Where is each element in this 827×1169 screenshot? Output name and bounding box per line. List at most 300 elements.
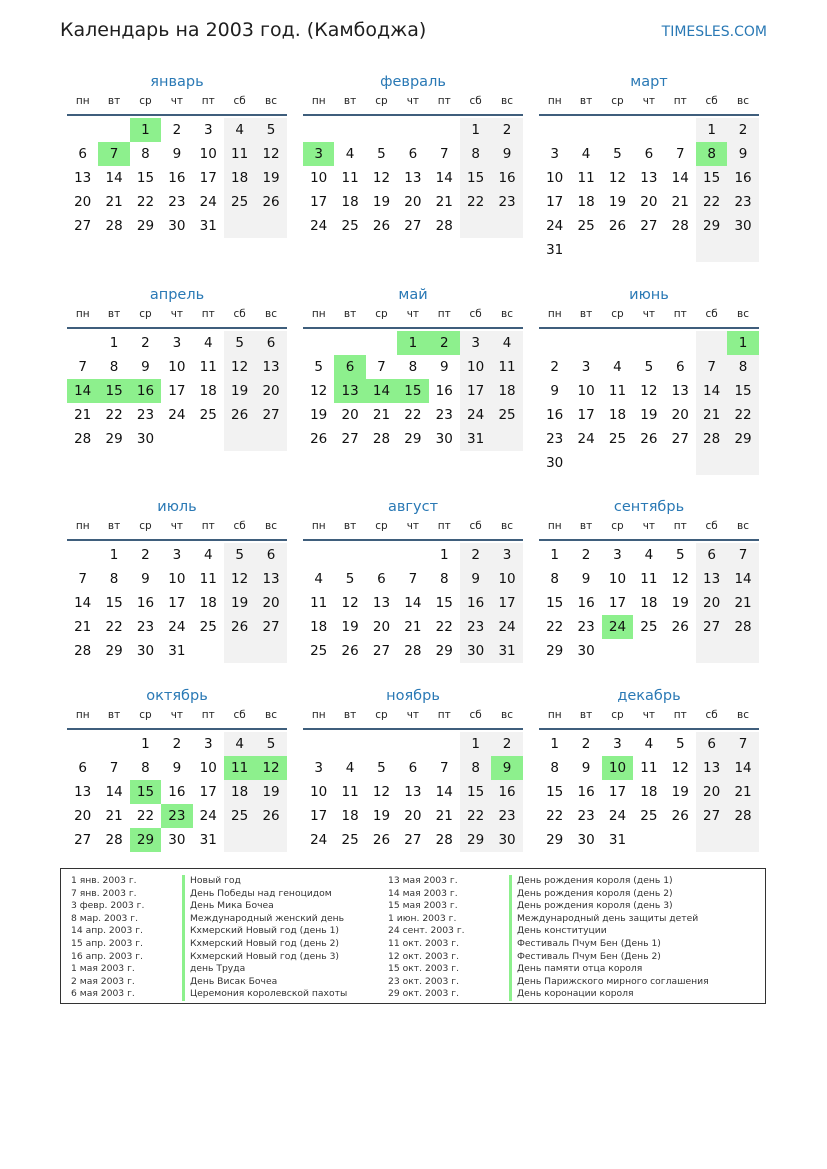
weekday-label: вт — [343, 709, 357, 721]
day-cell: 12 — [372, 170, 391, 186]
day-cell: 11 — [640, 571, 658, 587]
day-cell: 14 — [671, 170, 689, 186]
empty-cell — [570, 238, 601, 262]
day-cell: 5 — [255, 118, 286, 142]
empty-cell — [334, 732, 365, 756]
empty-cell — [98, 118, 129, 142]
empty-cell — [602, 331, 633, 355]
day-cell: 19 — [671, 595, 689, 611]
day-grid — [67, 543, 287, 663]
weekday-label: вс — [737, 709, 750, 721]
empty-cell — [602, 639, 633, 663]
holiday-name: День коронации короля — [509, 988, 634, 1001]
empty-cell — [255, 427, 286, 451]
day-cell: 30 — [460, 639, 491, 663]
weekday-label: вс — [737, 95, 750, 107]
month-name: апрель — [149, 287, 205, 303]
day-cell: 3 — [550, 146, 559, 162]
day-cell: 3 — [203, 122, 213, 138]
day-cell: 28 — [696, 427, 727, 451]
day-cell: 27 — [640, 218, 658, 234]
day-cell: 8 — [109, 571, 119, 587]
holiday-name: День памяти отца короля — [509, 963, 642, 976]
holiday-date: 15 апр. 2003 г. — [71, 938, 143, 949]
day-cell: 30 — [727, 214, 758, 238]
day-cell: 9 — [460, 567, 491, 591]
holiday-day-cell: 15 — [130, 780, 161, 804]
day-cell: 7 — [439, 760, 449, 776]
holiday-date: 15 окт. 2003 г. — [388, 963, 460, 975]
empty-cell — [303, 543, 334, 567]
day-cell: 24 — [491, 615, 522, 639]
day-cell: 20 — [696, 591, 727, 615]
day-cell: 23 — [577, 619, 595, 635]
day-cell: 12 — [224, 567, 255, 591]
day-cell: 8 — [141, 760, 150, 776]
day-cell: 16 — [727, 166, 758, 190]
day-cell: 13 — [696, 756, 727, 780]
weekday-label: чт — [642, 520, 656, 532]
day-cell: 11 — [640, 760, 658, 776]
month-10 — [67, 686, 287, 852]
holiday-name: День Парижского мирного соглашения — [509, 976, 709, 989]
month-12 — [539, 686, 759, 852]
weekday-label: чт — [170, 709, 184, 721]
day-cell: 27 — [74, 218, 92, 234]
weekday-label: ср — [139, 709, 152, 721]
day-cell: 10 — [310, 170, 328, 186]
empty-cell — [303, 118, 334, 142]
day-cell: 22 — [136, 808, 155, 824]
day-grid — [67, 331, 287, 451]
day-cell: 5 — [224, 543, 255, 567]
day-cell: 4 — [203, 547, 213, 563]
day-cell: 19 — [671, 784, 689, 800]
empty-cell — [665, 331, 696, 355]
day-cell: 26 — [224, 615, 255, 639]
day-cell: 21 — [105, 194, 123, 210]
weekday-label: чт — [170, 520, 184, 532]
holiday-date: 7 янв. 2003 г. — [71, 887, 137, 899]
weekday-header — [303, 517, 523, 541]
month-name: июнь — [629, 287, 669, 303]
holiday-date: 1 мая 2003 г. — [71, 963, 135, 975]
day-cell: 31 — [199, 832, 217, 848]
day-cell: 2 — [727, 118, 758, 142]
month-name: февраль — [380, 74, 446, 90]
day-cell: 18 — [310, 619, 328, 635]
weekday-label: пт — [673, 520, 687, 532]
day-cell: 29 — [105, 643, 123, 659]
day-cell: 29 — [546, 832, 564, 848]
day-cell: 25 — [640, 619, 658, 635]
day-cell: 2 — [491, 732, 522, 756]
day-cell: 26 — [310, 431, 328, 447]
day-cell: 14 — [727, 756, 758, 780]
day-cell: 20 — [671, 407, 689, 423]
weekday-label: сб — [705, 520, 718, 532]
day-cell: 9 — [550, 383, 559, 399]
day-cell: 4 — [644, 547, 654, 563]
weekday-label: пт — [201, 709, 215, 721]
day-cell: 20 — [74, 194, 92, 210]
day-cell: 17 — [199, 784, 217, 800]
day-cell: 11 — [341, 784, 359, 800]
empty-cell — [255, 214, 286, 238]
empty-cell — [224, 214, 255, 238]
day-cell: 1 — [550, 736, 559, 752]
day-cell: 26 — [372, 218, 391, 234]
day-cell: 18 — [491, 379, 522, 403]
month-4 — [67, 285, 287, 451]
empty-cell — [255, 639, 286, 663]
holiday-name: Международный женский день — [182, 913, 344, 926]
weekday-label: пн — [75, 308, 90, 320]
day-cell: 27 — [372, 643, 391, 659]
day-cell: 23 — [435, 407, 453, 423]
empty-cell — [727, 451, 758, 475]
day-cell: 31 — [199, 218, 217, 234]
weekday-label: чт — [406, 308, 420, 320]
day-cell: 22 — [460, 190, 491, 214]
site-link[interactable]: TIMESLES.COM — [661, 24, 767, 40]
day-cell: 25 — [341, 218, 359, 234]
day-cell: 22 — [136, 194, 155, 210]
day-cell: 11 — [199, 359, 217, 375]
weekday-header — [539, 706, 759, 730]
day-cell: 13 — [74, 784, 92, 800]
day-cell: 21 — [74, 407, 92, 423]
empty-cell — [303, 331, 334, 355]
day-cell: 29 — [435, 643, 453, 659]
day-cell: 1 — [109, 547, 119, 563]
day-grid — [539, 732, 759, 852]
day-cell: 10 — [491, 567, 522, 591]
weekday-label: сб — [233, 520, 246, 532]
holiday-name: Кхмерский Новый год (день 3) — [182, 951, 339, 964]
day-cell: 7 — [408, 571, 418, 587]
month-name: январь — [150, 74, 204, 90]
weekday-label: вс — [265, 709, 278, 721]
holiday-date: 3 февр. 2003 г. — [71, 900, 145, 912]
day-cell: 12 — [640, 383, 658, 399]
weekday-label: пн — [75, 709, 90, 721]
day-cell: 16 — [168, 784, 186, 800]
day-cell: 13 — [404, 170, 422, 186]
holiday-name: Международный день защиты детей — [509, 913, 698, 926]
weekday-label: чт — [406, 520, 420, 532]
day-cell: 26 — [608, 218, 627, 234]
day-cell: 11 — [341, 170, 359, 186]
day-cell: 14 — [435, 784, 453, 800]
day-cell: 17 — [608, 784, 627, 800]
day-cell: 6 — [408, 146, 418, 162]
month-8 — [303, 497, 523, 663]
empty-cell — [429, 732, 460, 756]
day-cell: 5 — [377, 146, 386, 162]
month-name: декабрь — [617, 688, 681, 704]
day-cell: 3 — [613, 547, 622, 563]
weekday-label: чт — [642, 308, 656, 320]
empty-cell — [255, 828, 286, 852]
day-cell: 3 — [172, 335, 182, 351]
day-cell: 26 — [255, 190, 286, 214]
day-cell: 17 — [491, 591, 522, 615]
empty-cell — [366, 543, 397, 567]
day-cell: 8 — [141, 146, 150, 162]
weekday-label: чт — [406, 709, 420, 721]
day-cell: 15 — [696, 166, 727, 190]
weekday-label: пт — [437, 520, 451, 532]
holiday-day-cell: 15 — [98, 379, 129, 403]
weekday-label: сб — [705, 308, 718, 320]
day-cell: 14 — [74, 595, 92, 611]
month-name: март — [630, 74, 668, 90]
weekday-label: ср — [611, 308, 624, 320]
holiday-date: 6 мая 2003 г. — [71, 988, 135, 1000]
weekday-header — [303, 305, 523, 329]
day-cell: 23 — [491, 804, 522, 828]
day-cell: 30 — [168, 832, 186, 848]
day-cell: 4 — [345, 760, 355, 776]
day-cell: 18 — [640, 595, 658, 611]
holiday-date: 8 мар. 2003 г. — [71, 912, 139, 924]
day-cell: 3 — [314, 760, 323, 776]
day-grid — [539, 331, 759, 475]
weekday-label: вс — [501, 308, 514, 320]
empty-cell — [665, 238, 696, 262]
empty-cell — [397, 732, 428, 756]
day-cell: 24 — [546, 218, 564, 234]
day-cell: 19 — [341, 619, 359, 635]
day-cell: 5 — [644, 359, 654, 375]
day-cell: 14 — [696, 379, 727, 403]
empty-cell — [67, 543, 98, 567]
day-cell: 31 — [546, 242, 564, 258]
holiday-day-cell: 16 — [130, 379, 161, 403]
day-cell: 10 — [608, 571, 627, 587]
day-cell: 12 — [608, 170, 627, 186]
day-cell: 10 — [310, 784, 328, 800]
day-cell: 19 — [255, 780, 286, 804]
empty-cell — [67, 118, 98, 142]
empty-cell — [161, 427, 192, 451]
weekday-label: ср — [611, 520, 624, 532]
day-grid — [303, 732, 523, 852]
empty-cell — [570, 118, 601, 142]
day-cell: 7 — [109, 760, 119, 776]
day-cell: 13 — [372, 595, 391, 611]
holiday-name: Кхмерский Новый год (день 1) — [182, 925, 339, 938]
empty-cell — [602, 238, 633, 262]
day-cell: 2 — [141, 335, 150, 351]
day-cell: 21 — [74, 619, 92, 635]
weekday-label: пн — [547, 95, 562, 107]
weekday-label: ср — [611, 709, 624, 721]
day-cell: 1 — [550, 547, 559, 563]
day-cell: 27 — [671, 431, 689, 447]
empty-cell — [397, 118, 428, 142]
day-cell: 23 — [136, 619, 155, 635]
weekday-label: вс — [737, 520, 750, 532]
holiday-date: 12 окт. 2003 г. — [388, 950, 460, 962]
day-cell: 12 — [255, 142, 286, 166]
day-cell: 6 — [377, 571, 386, 587]
day-cell: 21 — [696, 403, 727, 427]
day-cell: 17 — [199, 170, 217, 186]
empty-cell — [665, 118, 696, 142]
day-cell: 20 — [696, 780, 727, 804]
day-cell: 20 — [404, 194, 422, 210]
empty-cell — [98, 732, 129, 756]
day-cell: 12 — [671, 571, 689, 587]
weekday-label: пн — [311, 520, 326, 532]
weekday-label: сб — [469, 308, 482, 320]
day-cell: 18 — [341, 194, 359, 210]
day-cell: 16 — [546, 407, 564, 423]
holiday-date: 29 окт. 2003 г. — [388, 988, 460, 1000]
day-cell: 7 — [675, 146, 685, 162]
weekday-header — [539, 305, 759, 329]
day-cell: 10 — [168, 571, 186, 587]
day-cell: 30 — [435, 431, 453, 447]
day-cell: 23 — [491, 190, 522, 214]
empty-cell — [602, 118, 633, 142]
empty-cell — [633, 118, 664, 142]
day-cell: 2 — [491, 118, 522, 142]
weekday-label: ср — [375, 520, 388, 532]
weekday-label: вт — [579, 520, 593, 532]
day-cell: 30 — [577, 643, 595, 659]
day-cell: 7 — [439, 146, 449, 162]
day-cell: 4 — [203, 335, 213, 351]
empty-cell — [727, 238, 758, 262]
empty-cell — [727, 639, 758, 663]
day-cell: 29 — [404, 431, 422, 447]
day-cell: 25 — [608, 431, 627, 447]
empty-cell — [460, 214, 491, 238]
day-cell: 28 — [105, 218, 123, 234]
day-cell: 26 — [640, 431, 658, 447]
day-cell: 27 — [255, 615, 286, 639]
day-cell: 16 — [136, 595, 155, 611]
weekday-label: пт — [673, 308, 687, 320]
day-cell: 11 — [310, 595, 328, 611]
weekday-header — [67, 305, 287, 329]
day-cell: 18 — [199, 595, 217, 611]
day-cell: 15 — [105, 595, 123, 611]
day-cell: 19 — [224, 379, 255, 403]
weekday-header — [303, 92, 523, 116]
day-grid — [303, 118, 523, 238]
day-cell: 24 — [577, 431, 595, 447]
day-cell: 28 — [727, 615, 758, 639]
weekday-label: пн — [547, 709, 562, 721]
day-cell: 22 — [727, 403, 758, 427]
weekday-label: вс — [501, 520, 514, 532]
day-cell: 27 — [74, 832, 92, 848]
day-cell: 27 — [404, 832, 422, 848]
weekday-label: ср — [139, 308, 152, 320]
day-cell: 10 — [546, 170, 564, 186]
day-cell: 17 — [460, 379, 491, 403]
day-cell: 14 — [727, 567, 758, 591]
empty-cell — [303, 732, 334, 756]
weekday-label: пт — [201, 308, 215, 320]
holiday-date: 23 окт. 2003 г. — [388, 975, 460, 987]
holiday-date: 1 июн. 2003 г. — [388, 912, 457, 924]
weekday-label: вт — [107, 95, 121, 107]
weekday-label: пт — [673, 709, 687, 721]
holiday-day-cell: 10 — [602, 756, 633, 780]
weekday-header — [67, 92, 287, 116]
day-cell: 9 — [141, 571, 150, 587]
day-cell: 29 — [460, 828, 491, 852]
weekday-header — [303, 706, 523, 730]
day-cell: 21 — [727, 780, 758, 804]
weekday-label: вт — [579, 308, 593, 320]
empty-cell — [696, 238, 727, 262]
day-cell: 3 — [460, 331, 491, 355]
day-cell: 1 — [696, 118, 727, 142]
day-cell: 10 — [168, 359, 186, 375]
empty-cell — [366, 732, 397, 756]
weekday-label: пт — [437, 95, 451, 107]
weekday-label: вс — [501, 709, 514, 721]
day-cell: 13 — [671, 383, 689, 399]
empty-cell — [665, 828, 696, 852]
day-cell: 8 — [550, 760, 559, 776]
month-name: октябрь — [146, 688, 208, 704]
empty-cell — [67, 331, 98, 355]
day-cell: 26 — [224, 403, 255, 427]
day-cell: 31 — [168, 643, 186, 659]
holiday-name: День Мика Бочеа — [182, 900, 274, 913]
holiday-name: День конституции — [509, 925, 607, 938]
day-cell: 19 — [310, 407, 328, 423]
day-cell: 5 — [255, 732, 286, 756]
day-cell: 16 — [435, 383, 453, 399]
holiday-name: Новый год — [182, 875, 241, 888]
day-cell: 14 — [105, 170, 123, 186]
month-3 — [539, 72, 759, 262]
day-cell: 26 — [255, 804, 286, 828]
day-cell: 17 — [546, 194, 564, 210]
day-cell: 9 — [141, 359, 150, 375]
day-cell: 20 — [640, 194, 658, 210]
day-cell: 20 — [74, 808, 92, 824]
month-9 — [539, 497, 759, 663]
empty-cell — [366, 331, 397, 355]
day-cell: 12 — [341, 595, 359, 611]
day-cell: 24 — [168, 407, 186, 423]
weekday-label: чт — [170, 308, 184, 320]
day-cell: 19 — [608, 194, 627, 210]
day-cell: 21 — [105, 808, 123, 824]
weekday-header — [539, 517, 759, 541]
empty-cell — [633, 331, 664, 355]
day-cell: 2 — [141, 547, 150, 563]
day-cell: 6 — [696, 732, 727, 756]
day-cell: 19 — [640, 407, 658, 423]
day-cell: 16 — [491, 780, 522, 804]
weekday-label: вс — [737, 308, 750, 320]
day-cell: 30 — [136, 431, 155, 447]
weekday-label: чт — [642, 95, 656, 107]
empty-cell — [491, 214, 522, 238]
day-cell: 25 — [640, 808, 658, 824]
day-cell: 9 — [172, 146, 182, 162]
